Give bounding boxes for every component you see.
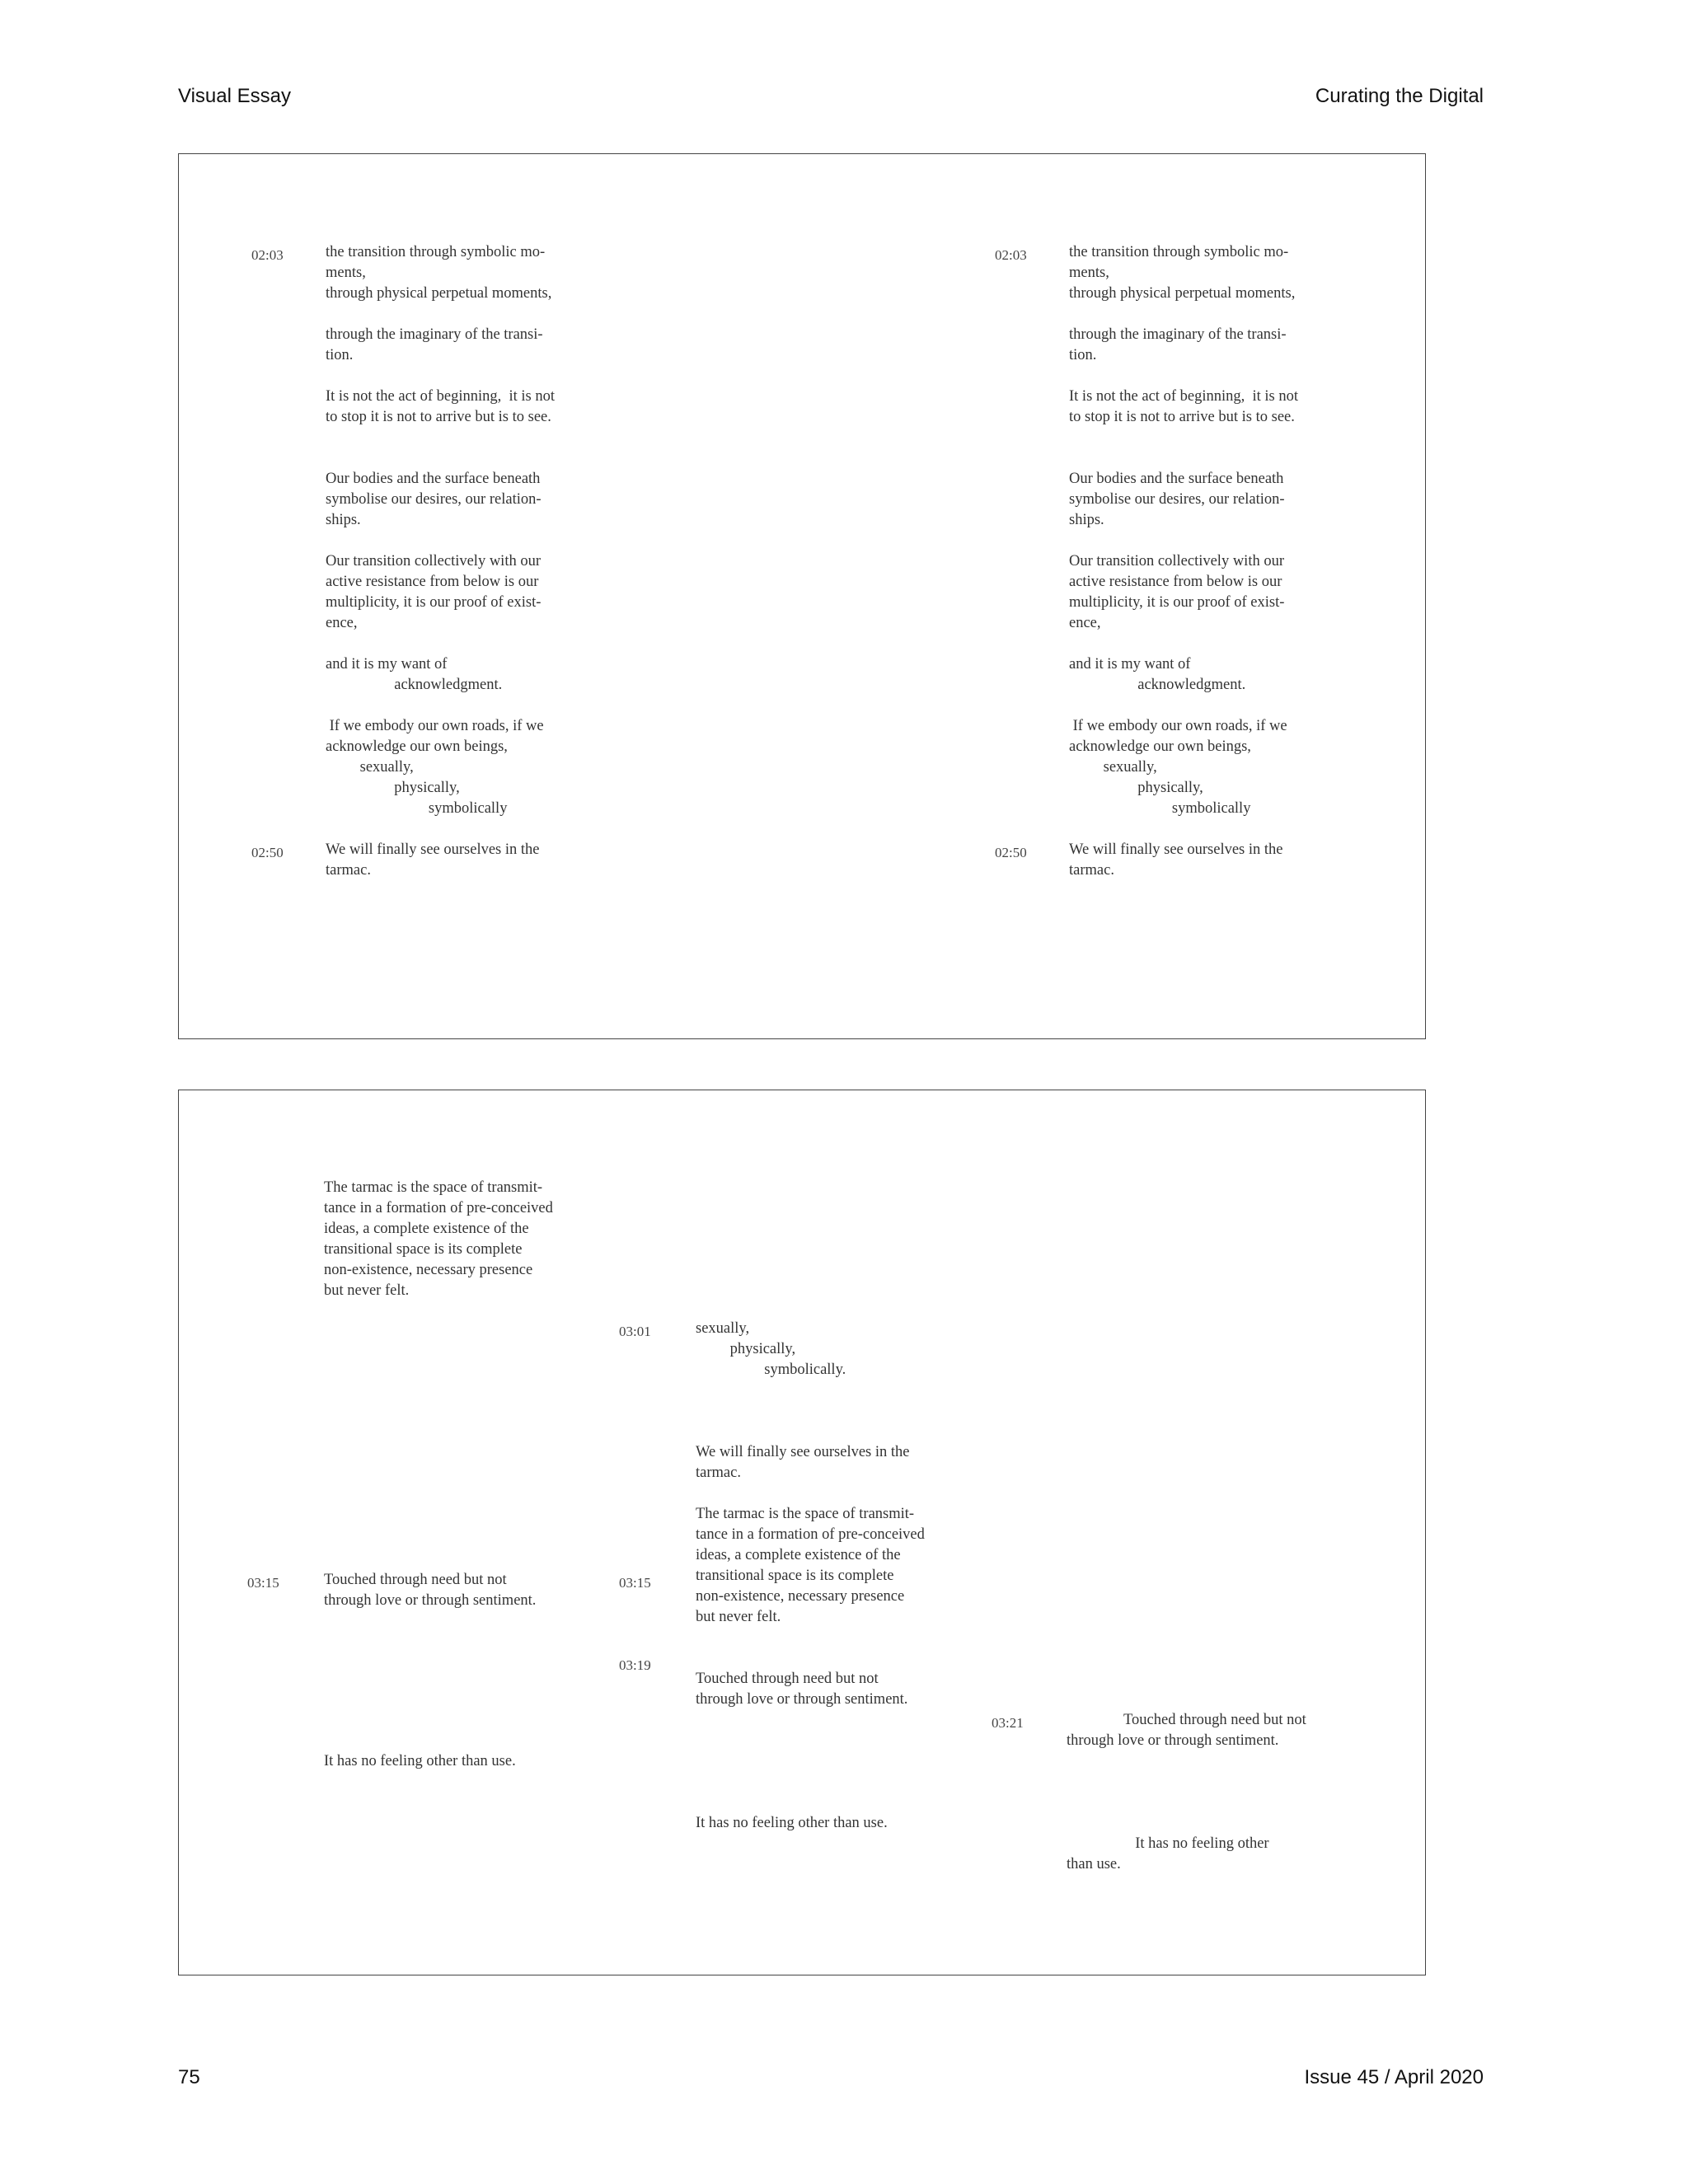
timestamp: 02:50 [995,845,1027,860]
text-block: If we embody our own roads, if we acknowledge our own beings, sexually, physically, symbolically [326,718,544,817]
essay-panel-top [178,153,1426,1039]
text-block: The tarmac is the space of transmit- tance in a formation of pre-conceived ideas, a complete existence of the transitional space is its complete non-existence, necessary presence but never felt. [696,1506,925,1625]
timestamp: 03:15 [247,1575,279,1591]
text-block: and it is my want of acknowledgment. [326,656,503,693]
text-block: Touched through need but not through love or through sentiment. [324,1572,537,1609]
text-block: Touched through need but not through love or through sentiment. [1067,1712,1306,1749]
publication-title: Curating the Digital [1315,85,1484,107]
page-number: 75 [178,2066,200,2088]
text-block: the transition through symbolic mo- ments, through physical perpetual moments, [326,244,552,302]
text-block: It has no feeling other than use. [324,1753,516,1769]
text-block: and it is my want of acknowledgment. [1069,656,1246,693]
text-block: If we embody our own roads, if we acknowledge our own beings, sexually, physically, symbolically [1069,718,1287,817]
timestamp: 03:15 [619,1575,651,1591]
timestamp: 02:03 [995,247,1027,263]
text-block: It has no feeling other than use. [1067,1835,1269,1872]
text-block: Our transition collectively with our active resistance from below is our multiplicity, it is our proof of exist- ence, [1069,553,1285,631]
text-block: It is not the act of beginning, it is not to stop it is not to arrive but is to see. [1069,388,1298,425]
text-block: Our bodies and the surface beneath symbolise our desires, our relation- ships. [1069,471,1285,528]
text-block: We will finally see ourselves in the tarmac. [1069,841,1283,879]
timestamp: 02:03 [251,247,284,263]
timestamp: 03:01 [619,1324,651,1339]
text-block: Touched through need but not through love or through sentiment. [696,1671,908,1708]
text-block: through the imaginary of the transi- tion. [1069,326,1287,363]
issue-date: Issue 45 / April 2020 [1304,2066,1484,2088]
text-block: It has no feeling other than use. [696,1815,888,1831]
text-block: It is not the act of beginning, it is not to stop it is not to arrive but is to see. [326,388,555,425]
text-block: through the imaginary of the transi- tion. [326,326,543,363]
text-block: We will finally see ourselves in the tarmac. [326,841,540,879]
text-block: the transition through symbolic mo- ments, through physical perpetual moments, [1069,244,1296,302]
text-block: The tarmac is the space of transmit- tance in a formation of pre-conceived ideas, a complete existence of the transitional space is its complete non-existence, necessary presence but never felt. [324,1179,553,1299]
section-label: Visual Essay [178,85,291,107]
text-block: sexually, physically, symbolically. [696,1320,846,1378]
text-block: Our bodies and the surface beneath symbolise our desires, our relation- ships. [326,471,542,528]
timestamp: 03:21 [992,1715,1024,1731]
text-block: We will finally see ourselves in the tarmac. [696,1444,910,1481]
timestamp: 02:50 [251,845,284,860]
text-block: Our transition collectively with our active resistance from below is our multiplicity, it is our proof of exist- ence, [326,553,542,631]
essay-panel-bottom [178,1090,1426,1975]
timestamp: 03:19 [619,1657,651,1673]
